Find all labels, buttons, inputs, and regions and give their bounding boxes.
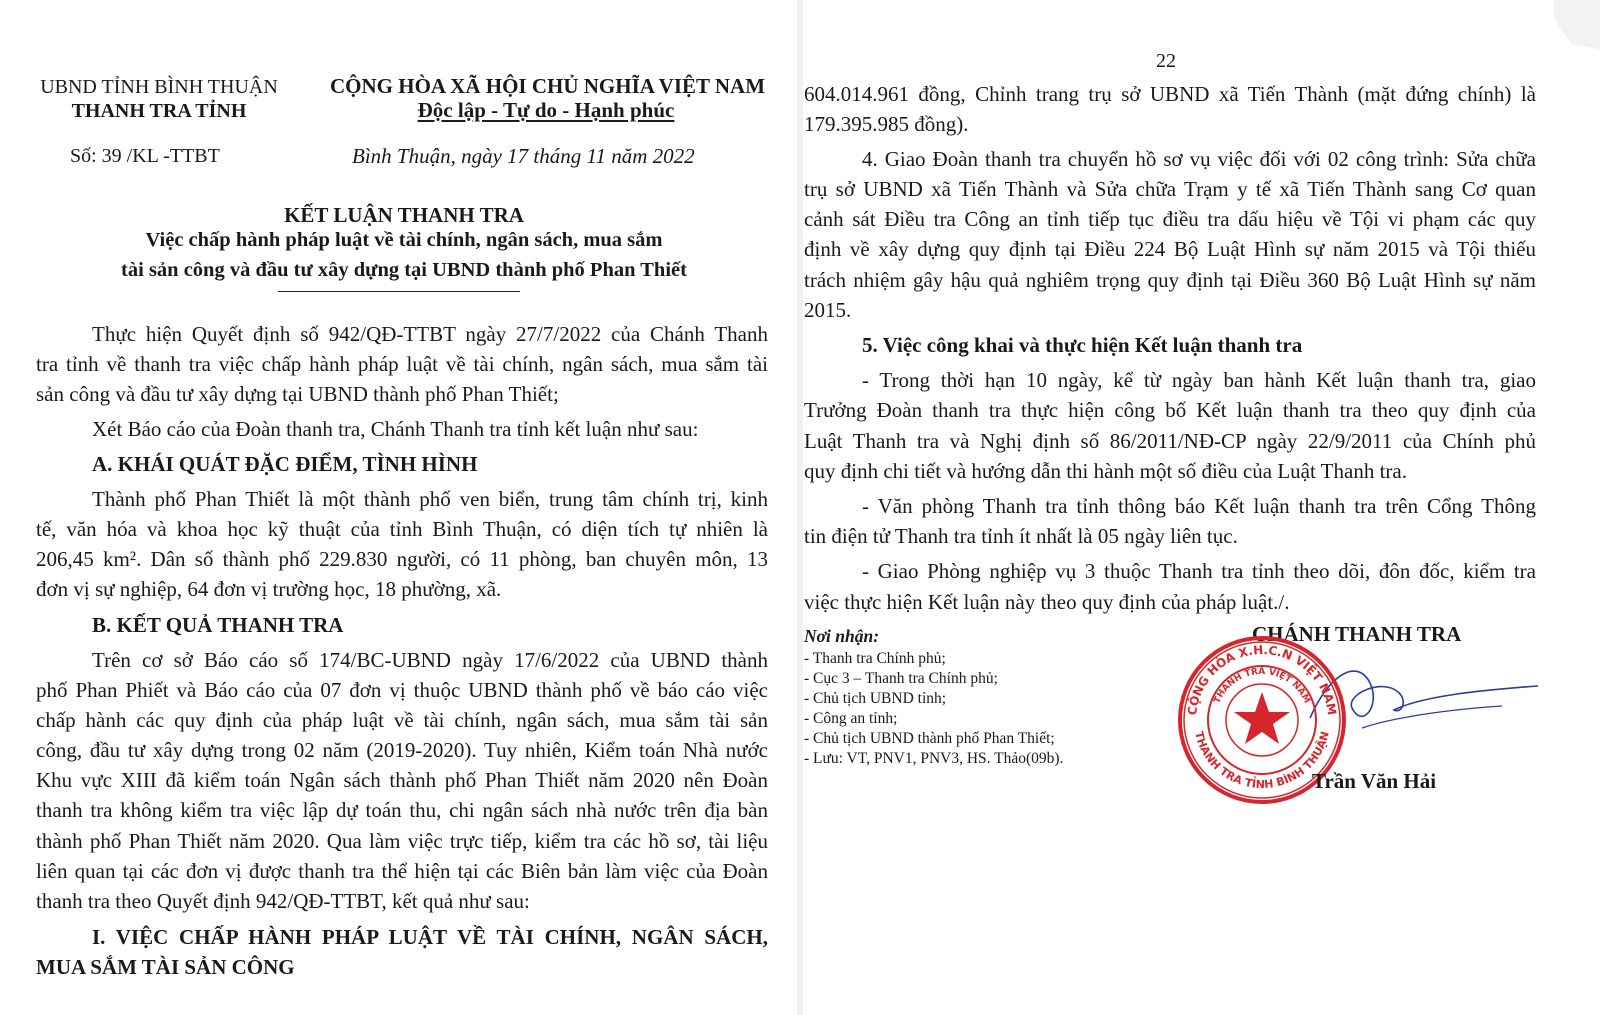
document-subtitle-line-1: Việc chấp hành pháp luật về tài chính, ngân sách, mua sắm <box>145 229 663 251</box>
body-line: 179.395.985 đồng). <box>804 112 969 136</box>
national-motto: Độc lập - Tự do - Hạnh phúc <box>417 98 675 122</box>
signer-name: Trần Văn Hải <box>1312 769 1437 793</box>
section-heading: B. KẾT QUẢ THANH TRA <box>92 613 344 637</box>
place-date: Bình Thuận, ngày 17 tháng 11 năm 2022 <box>352 144 695 168</box>
body-line: Xét Báo cáo của Đoàn thanh tra, Chánh Thanh tra tỉnh kết luận như sau: <box>92 417 699 441</box>
body-line: thanh tra không kiểm tra việc lập dự toán thu, chi ngân sách nhà nước trên địa bàn <box>36 798 768 822</box>
body-line: Thực hiện Quyết định số 942/QĐ-TTBT ngày 27/7/2022 của Chánh Thanh <box>92 322 768 346</box>
seal-text-inner: THANH TRA VIỆT NAM <box>1212 666 1312 706</box>
body-line: công, đầu tư xây dựng trong 02 năm (2019-2020). Tuy nhiên, Kiểm toán Nhà nước <box>36 738 768 762</box>
recipient-item: - Thanh tra Chính phủ; <box>804 650 946 667</box>
page-corner-shadow <box>1544 0 1600 50</box>
body-line: tin điện tử Thanh tra tỉnh ít nhất là 05 ngày liên tục. <box>804 524 1238 548</box>
body-line: thanh tra theo Quyết định 942/QĐ-TTBT, kết quả như sau: <box>36 889 530 913</box>
body-line: việc thực hiện Kết luận này theo quy định của pháp luật./. <box>804 590 1290 614</box>
body-line: thành phố Phan Thiết năm 2020. Qua làm việc trực tiếp, kiểm tra các hồ sơ, tài liệu <box>36 829 768 853</box>
body-line: 206,45 km². Dân số thành phố 229.830 người, có 11 phòng, ban chuyên môn, 13 <box>36 547 768 571</box>
body-line: 4. Giao Đoàn thanh tra chuyển hồ sơ vụ việc đối với 02 công trình: Sửa chữa <box>862 147 1536 171</box>
body-line: định về xây dựng quy định tại Điều 224 Bộ Luật Hình sự năm 2015 và Tội thiếu <box>804 237 1536 261</box>
national-title: CỘNG HÒA XÃ HỘI CHỦ NGHĨA VIỆT NAM <box>330 74 766 98</box>
body-line: Trưởng Đoàn thanh tra thực hiện công bố Kết luận thanh tra theo quy định của <box>804 398 1536 422</box>
section-heading: MUA SẮM TÀI SẢN CÔNG <box>36 955 295 979</box>
body-line: sản công và đầu tư xây dựng tại UBND thành phố Phan Thiết; <box>36 382 559 406</box>
body-line: tế, văn hóa và khoa học kỹ thuật của tỉnh Bình Thuận, có diện tích tự nhiên là <box>36 517 768 541</box>
body-line: đơn vị sự nghiệp, 64 đơn vị trường học, 18 phường, xã. <box>36 577 502 601</box>
body-line: - Văn phòng Thanh tra tỉnh thông báo Kết luận thanh tra trên Cổng Thông <box>862 494 1536 518</box>
agency-unit: THANH TRA TỈNH <box>71 100 247 122</box>
section-heading: A. KHÁI QUÁT ĐẶC ĐIỂM, TÌNH HÌNH <box>92 452 478 476</box>
body-line: 604.014.961 đồng, Chỉnh trang trụ sở UBND xã Tiến Thành (mặt đứng chính) là <box>804 82 1536 106</box>
body-line: chấp hành các quy định của pháp luật về tài chính, ngân sách, mua sắm tài sản <box>36 708 768 732</box>
section-heading: 5. Việc công khai và thực hiện Kết luận thanh tra <box>862 333 1303 357</box>
body-line: liên quan tại các đơn vị được thanh tra thể hiện tại các Biên bản làm việc của Đoàn <box>36 859 768 883</box>
body-line: quy định chi tiết và hướng dẫn thi hành một số điều của Luật Thanh tra. <box>804 459 1407 483</box>
document-title: KẾT LUẬN THANH TRA <box>284 203 524 227</box>
seal-text-top: CỘNG HÒA X.H.C.N VIỆT NAM <box>1185 642 1339 717</box>
right-page <box>804 0 1600 1015</box>
body-line: cảnh sát Điều tra Công an tỉnh tiếp tục điều tra dấu hiệu về Tội vi phạm các quy <box>804 207 1536 231</box>
body-line: tra tỉnh về thanh tra việc chấp hành pháp luật về tài chính, ngân sách, mua sắm tài <box>36 352 768 376</box>
body-line: Trên cơ sở Báo cáo số 174/BC-UBND ngày 17/6/2022 của UBND thành <box>92 648 768 672</box>
signer-title: CHÁNH THANH TRA <box>1252 622 1462 646</box>
recipient-item: - Cục 3 – Thanh tra Chính phủ; <box>804 670 998 687</box>
body-line: - Giao Phòng nghiệp vụ 3 thuộc Thanh tra tỉnh theo dõi, đôn đốc, kiểm tra <box>862 559 1536 583</box>
agency-name: UBND TỈNH BÌNH THUẬN <box>40 76 278 98</box>
svg-text:THANH TRA TỈNH BÌNH THUẬN <box>1192 730 1332 791</box>
recipient-item: - Lưu: VT, PNV1, PNV3, HS. Thảo(09b). <box>804 750 1064 767</box>
recipient-item: - Công an tỉnh; <box>804 710 898 727</box>
body-line: - Trong thời hạn 10 ngày, kể từ ngày ban hành Kết luận thanh tra, giao <box>862 368 1536 392</box>
recipients-title: Nơi nhận: <box>804 626 880 646</box>
section-heading: I. VIỆC CHẤP HÀNH PHÁP LUẬT VỀ TÀI CHÍNH, NGÂN SÁCH, <box>92 925 768 949</box>
body-line: trách nhiệm gây hậu quả nghiêm trọng quy định tại Điều 360 Bộ Luật Hình sự năm <box>804 268 1536 292</box>
page-divider <box>797 0 803 1015</box>
body-line: 2015. <box>804 298 852 322</box>
body-line: Khu vực XIII đã kiểm toán Ngân sách thành phố Phan Thiết năm 2020 nên Đoàn <box>36 768 768 792</box>
title-rule <box>278 291 520 292</box>
body-line: phố Phan Phiết và Báo cáo của 07 đơn vị thuộc UBND thành phố về báo cáo việc <box>36 678 768 702</box>
document-number: Số: 39 /KL -TTBT <box>70 145 220 167</box>
body-line: Luật Thanh tra và Nghị định số 86/2011/NĐ-CP ngày 22/9/2011 của Chính phủ <box>804 429 1536 453</box>
page-number: 22 <box>1156 50 1176 72</box>
document-subtitle-line-2: tài sản công và đầu tư xây dựng tại UBND thành phố Phan Thiết <box>121 259 687 281</box>
body-line: trụ sở UBND xã Tiến Thành và Sửa chữa Trạm y tế xã Tiến Thành sang Cơ quan <box>804 177 1536 201</box>
left-page <box>0 0 796 1015</box>
recipient-item: - Chủ tịch UBND thành phố Phan Thiết; <box>804 730 1055 747</box>
seal-text-bottom: THANH TRA TỈNH BÌNH THUẬN <box>1192 730 1332 792</box>
body-line: Thành phố Phan Thiết là một thành phố ven biển, trung tâm chính trị, kinh <box>92 487 768 511</box>
recipient-item: - Chủ tịch UBND tỉnh; <box>804 690 947 707</box>
